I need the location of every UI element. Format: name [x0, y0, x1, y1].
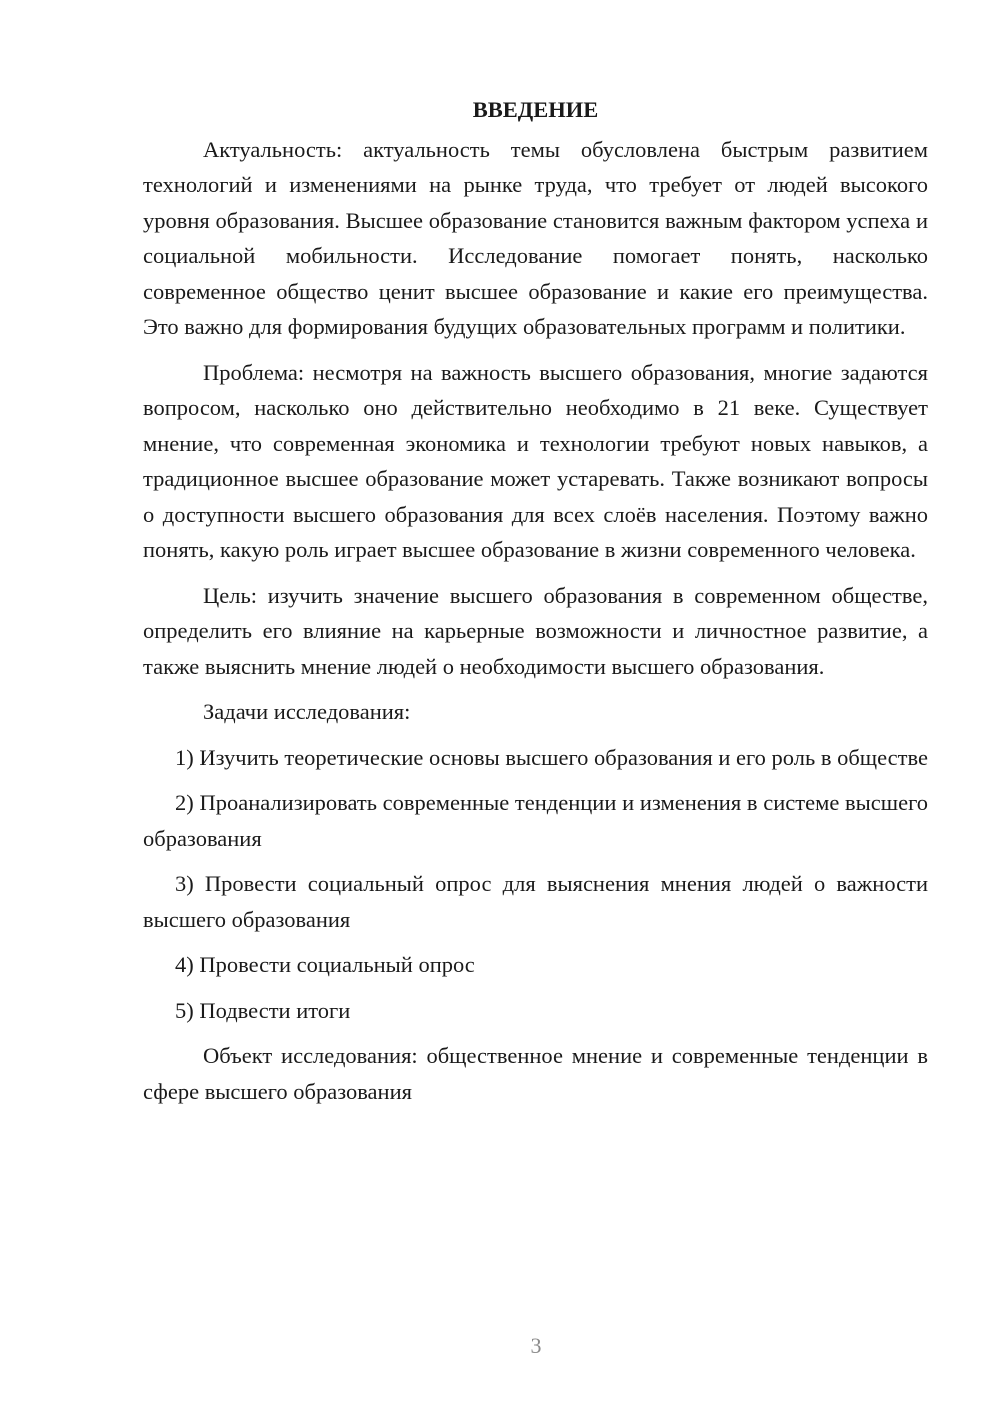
problem-paragraph: Проблема: несмотря на важность высшего образования, многие задаются вопросом, насколько оно действительно необходимо в 21 веке. Существует мнение, что современная экономика и технологии требуют новых навыков, а традиционное высшее образование может устаревать. Также возникают вопросы о доступности высшего образования для всех слоёв населения. Поэтому важно понять, какую роль играет высшее образование в жизни современного человека.	[143, 359, 928, 562]
goal-paragraph: Цель: изучить значение высшего образования в современном обществе, определить его влияние на карьерные возможности и личностное развитие, а также выяснить мнение людей о необходимости высшего образования.	[143, 582, 928, 679]
task-item-1: 1) Изучить теоретические основы высшего образования и его роль в обществе	[175, 744, 928, 770]
task-item-2: 2) Проанализировать современные тенденции и изменения в системе высшего образования	[143, 790, 928, 851]
task-item-4: 4) Провести социальный опрос	[175, 952, 475, 977]
page-title: ВВЕДЕНИЕ	[472, 97, 599, 122]
relevance-paragraph: Актуальность: актуальность темы обусловлена быстрым развитием технологий и изменениями на рынке труда, что требует от людей высокого уровня образования. Высшее образование становится важным фактором успеха и социальной мобильности. Исследование помогает понять, насколько современное общество ценит высшее образование и какие его преимущества. Это важно для формирования будущих образовательных программ и политики.	[143, 136, 928, 339]
page-content	[143, 92, 928, 1119]
task-item-3: 3) Провести социальный опрос для выяснения мнения людей о важности высшего образования	[143, 871, 928, 932]
object-paragraph: Объект исследования: общественное мнение и современные тенденции в сфере высшего образования	[143, 1043, 928, 1104]
page-number: 3	[530, 1333, 542, 1358]
task-item-5: 5) Подвести итоги	[175, 997, 351, 1023]
tasks-intro: Задачи исследования:	[203, 699, 411, 724]
